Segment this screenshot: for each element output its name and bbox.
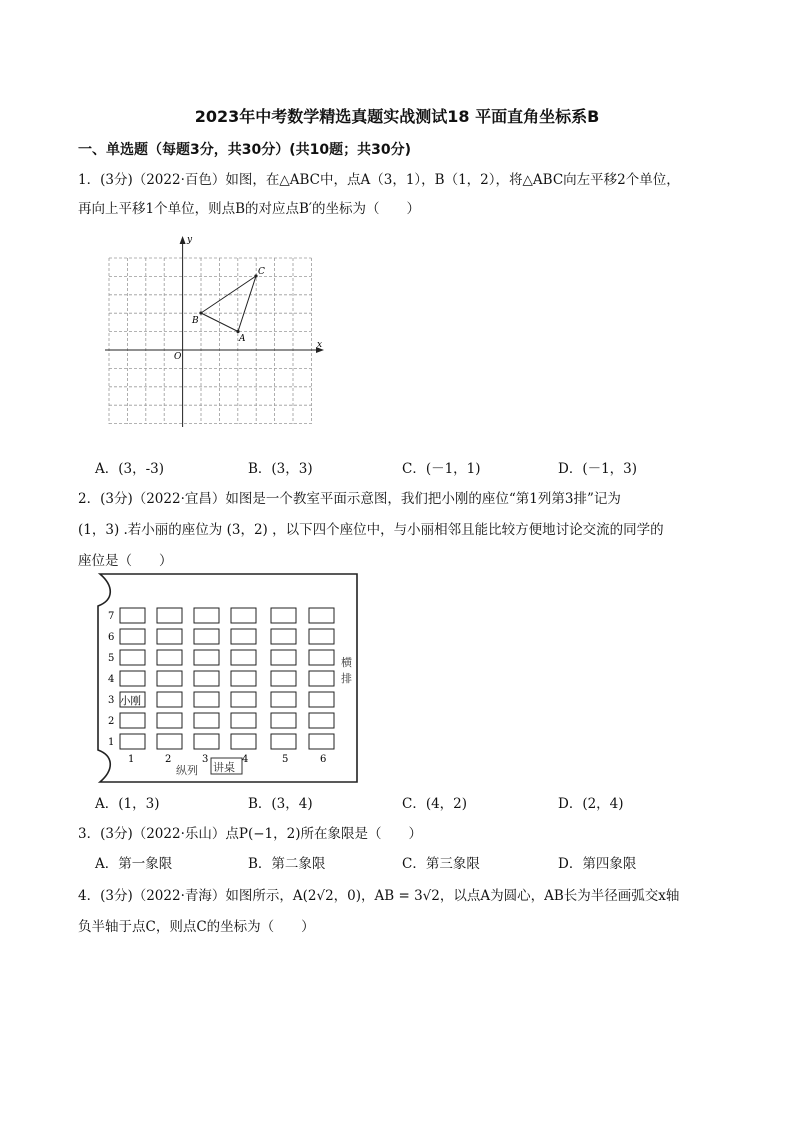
q2-row-number: 5 [108, 653, 115, 664]
q2-classroom-outline [98, 574, 357, 782]
q1-stem-line2: 再向上平移1个单位，则点B的对应点B′的坐标为（ ） [78, 201, 420, 217]
q1-option-d[interactable]: D．(－1，3) [558, 461, 638, 477]
section-heading: 一、单选题（每题3分，共30分）(共10题；共30分) [78, 142, 411, 158]
q4-stem-line2: 负半轴于点C，则点C的坐标为（ ） [78, 919, 315, 935]
q3-stem: 3．(3分)（2022·乐山）点P(−1，2)所在象限是（ ） [78, 826, 422, 842]
q2-option-c[interactable]: C．(4，2) [402, 796, 468, 812]
q2-row-number: 3 [108, 695, 115, 706]
q2-stem-line2: (1，3) .若小丽的座位为 (3，2) ，以下四个座位中，与小丽相邻且能比较方便地讨论交流的同学的 [78, 522, 664, 538]
q2-col-number: 1 [128, 754, 135, 765]
q2-stem-line3: 座位是（ ） [78, 553, 173, 569]
q2-jiangzhuo-label: 讲桌 [213, 761, 235, 774]
q3-option-b[interactable]: B．第二象限 [248, 856, 326, 872]
q2-option-b[interactable]: B．(3，4) [248, 796, 313, 812]
q2-option-a[interactable]: A．(1，3) [95, 796, 160, 812]
q2-row-number: 6 [108, 632, 115, 643]
q4-stem-line1: 4．(3分)（2022·青海）如图所示，A(2√2，0)，AB = 3√2，以点A为圆心，AB长为半径画弧交x轴 [78, 888, 680, 904]
q1-triangle-abc [201, 276, 256, 332]
q2-classroom-figure [82, 572, 367, 785]
q1-stem-line1: 1．(3分)（2022·百色）如图，在△ABC中，点A（3，1），B（1，2），将△ABC向左平移2个单位， [78, 172, 680, 188]
q2-col-number: 4 [242, 754, 249, 765]
q2-col-number: 5 [282, 754, 289, 765]
q3-option-d[interactable]: D．第四象限 [558, 856, 637, 872]
q2-stem-line1: 2．(3分)（2022·宜昌）如图是一个教室平面示意图，我们把小刚的座位“第1列第3排”记为 [78, 491, 621, 507]
q1-label-c: C [258, 267, 265, 277]
page-title: 2023年中考数学精选真题实战测试18 平面直角坐标系B [194, 107, 600, 126]
q1-label-b: B [192, 316, 199, 326]
q1-option-a[interactable]: A．(3，-3) [95, 461, 165, 477]
q1-label-x: x [317, 340, 323, 350]
q1-point-a [236, 330, 239, 333]
q2-heng-label: 横 [341, 656, 352, 669]
q1-y-arrow-icon [180, 236, 186, 244]
q3-option-c[interactable]: C．第三象限 [402, 856, 480, 872]
q1-coordinate-figure [100, 230, 330, 430]
q1-option-b[interactable]: B．(3，3) [248, 461, 313, 477]
q1-label-a: A [239, 334, 246, 344]
q1-grid [109, 258, 311, 424]
q2-row-number: 4 [108, 674, 115, 685]
q2-xiaogang-label: 小刚 [120, 695, 141, 707]
q2-row-number: 1 [108, 737, 115, 748]
q1-point-b [199, 311, 202, 314]
q2-col-number: 6 [320, 754, 327, 765]
q3-option-a[interactable]: A．第一象限 [95, 856, 173, 872]
q2-col-number: 2 [165, 754, 172, 765]
q2-zonglie-label: 纵列 [176, 764, 198, 777]
q2-option-d[interactable]: D．(2，4) [558, 796, 624, 812]
q1-option-c[interactable]: C．(－1，1) [402, 461, 481, 477]
q2-col-number: 3 [202, 754, 209, 765]
q2-pai-label: 排 [341, 672, 352, 685]
q1-label-y: y [187, 235, 193, 245]
q2-row-number: 2 [108, 716, 115, 727]
q2-row-number: 7 [108, 611, 115, 622]
q1-label-origin: O [174, 352, 182, 362]
q2-seat-grid [120, 608, 334, 749]
